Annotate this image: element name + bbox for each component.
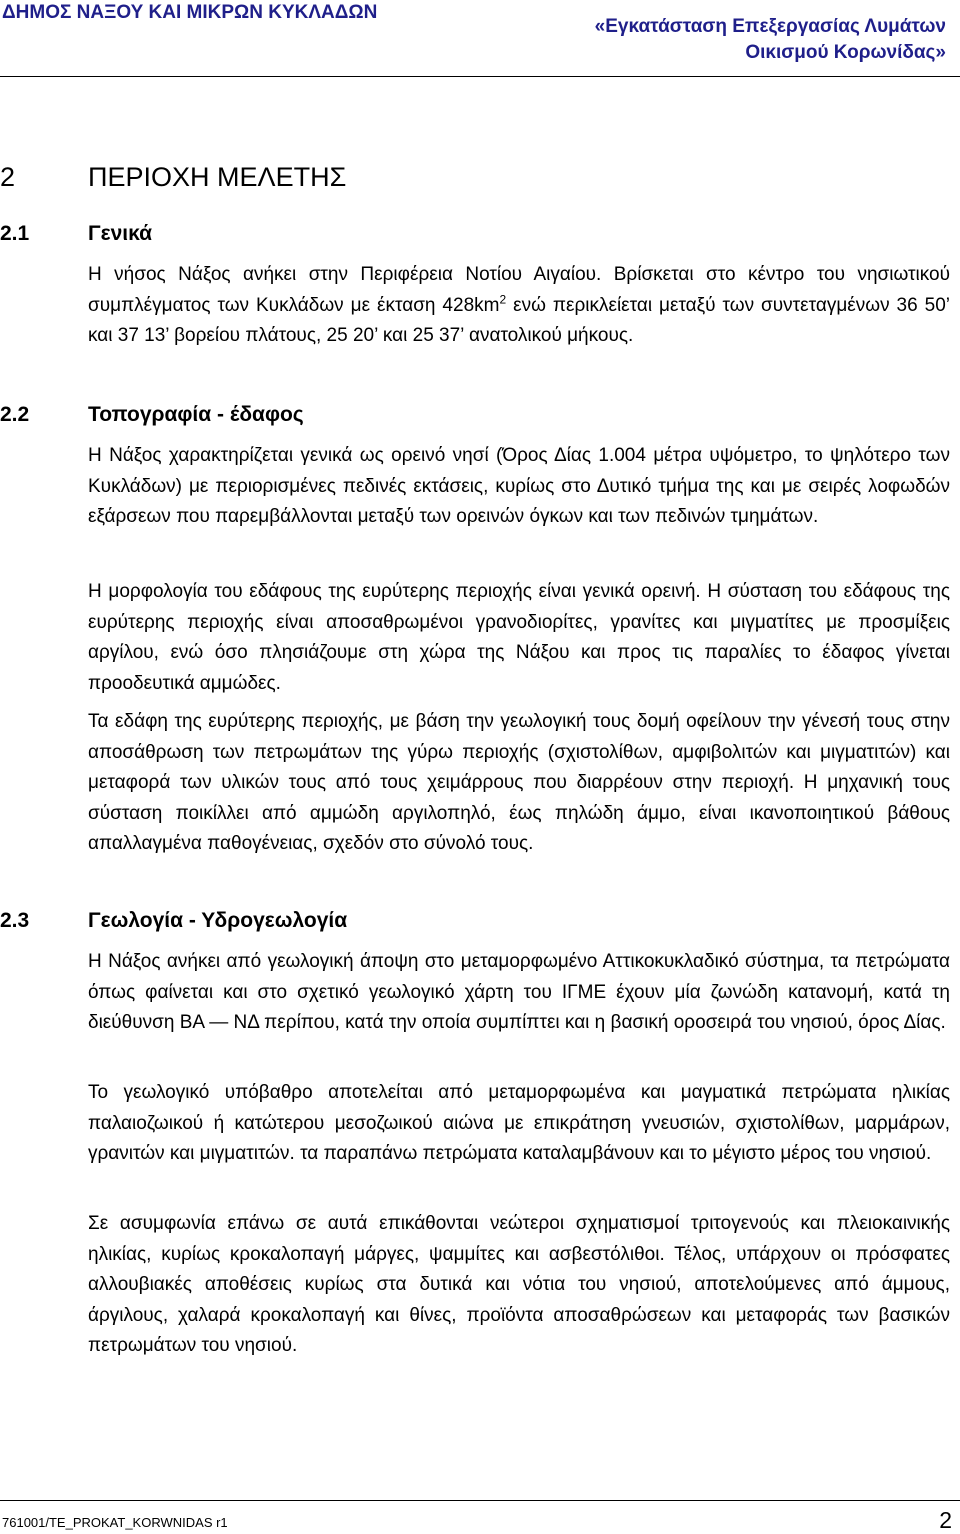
chapter-title: ΠΕΡΙΟΧΗ ΜΕΛΕΤΗΣ — [88, 162, 347, 192]
paragraph-2-2-2: Η μορφολογία του εδάφους της ευρύτερης περιοχής είναι γενικά ορεινή. Η σύσταση του εδάφους της ευρύτερης περιοχής είναι αποσαθρωμένοι γρανοδιορίτες, γρανίτες και μιγματίτες με προσμίξεις αργίλου, ενώ όσο πλησιάζουμε στη χώρα της Νάξου και προς τις παραλίες το έδαφος γίνεται προοδευτικά αμμώδες. — [88, 581, 950, 694]
project-title-line-2: Οικισμού Κορωνίδας» — [745, 42, 946, 63]
paragraph-2-2-1: Η Νάξος χαρακτηρίζεται γενικά ως ορεινό νησί (Όρος Δίας 1.004 μέτρα υψόμετρο, το ψηλότερο των Κυκλάδων) με περιορισμένες πεδινές εκτάσεις, κυρίως στο Δυτικό τμήμα της και με σειρές λοφωδών εξάρσεων που παρεμβάλλονται μεταξύ των ορεινών όγκων και των πεδινών τμημάτων. — [88, 445, 950, 527]
municipality-title: ΔΗΜΟΣ ΝΑΞΟΥ ΚΑΙ ΜΙΚΡΩΝ ΚΥΚΛΑΔΩΝ — [2, 2, 378, 23]
chapter-number: 2 — [0, 162, 16, 192]
section-number: 2.2 — [0, 403, 30, 426]
paragraph-2-3-1: Η Νάξος ανήκει από γεωλογική άποψη στο μεταμορφωμένο Αττικοκυκλαδικό σύστημα, τα πετρώματα όπως φαίνεται και στο σχετικό γεωλογικό χάρτη του ΙΓΜΕ έχουν μία ζωνώδη κατανομή, κατά τη διεύθυνση ΒΑ — ΝΔ περίπου, κατά την οποία συμπίπτει και η βασική οροσειρά του νησιού, όρος Δίας. — [88, 951, 950, 1033]
section-number: 2.3 — [0, 909, 30, 932]
page-number: 2 — [939, 1507, 952, 1533]
project-title-line-1: «Εγκατάσταση Επεξεργασίας Λυμάτων — [594, 16, 946, 37]
section-number: 2.1 — [0, 222, 30, 245]
paragraph-text-continued: ενώ περικλείεται μεταξύ των συντεταγμένων 36 50’ και 37 13’ βορείου πλάτους, 25 20’ και 25 37’ ανατολικού μήκους. — [88, 294, 950, 346]
paragraph-2-1-1 — [88, 260, 950, 352]
page-header — [0, 0, 960, 77]
section-heading-2-2 — [0, 403, 304, 427]
page-footer — [0, 1500, 960, 1534]
section-heading-2-3 — [0, 909, 347, 933]
section-title: Γεωλογία - Υδρογεωλογία — [88, 909, 348, 932]
paragraph-2-2-3: Τα εδάφη της ευρύτερης περιοχής, με βάση την γεωλογική τους δομή οφείλουν την γένεσή τους στην αποσάθρωση των πετρωμάτων της γύρω περιοχής (σχιστολίθων, αμφιβολιτών και μιγματιτών) και μεταφορά των υλικών τους από τους χειμάρρους που διαρρέουν στην περιοχή. Η μηχανική τους σύσταση ποικίλλει από αμμώδη αργιλοπηλό, έως πηλώδη άμμο, είναι ικανοποιητικού βάθους απαλλαγμένα παθογένειας, σχεδόν στο σύνολό τους. — [88, 711, 950, 854]
paragraph-2-3-3: Σε ασυμφωνία επάνω σε αυτά επικάθονται νεώτεροι σχηματισμοί τριτογενούς και πλειοκαινικής ηλικίας, κυρίως κροκαλοπαγή μάργες, ψαμμίτες και ασβεστόλιθοι. Τέλος, υπάρχουν οι πρόσφατες αλλουβιακές αποθέσεις κυρίως στα δυτικά και νότια του νησιού, αποτελούμενες από άμμους, άργιλους, χαλαρά κροκαλοπαγή και θίνες, προϊόντα αποσαθρώσεων και μεταφοράς των βασικών πετρωμάτων του νησιού. — [88, 1213, 950, 1356]
paragraph-2-3-2: Το γεωλογικό υπόβαθρο αποτελείται από μεταμορφωμένα και μαγματικά πετρώματα ηλικίας παλαιοζωικού ή κατώτερου μεσοζωικού αιώνα με επικράτηση γνευσιών, σχιστολίθων, μαρμάρων, γρανιτών και μιγματιτών. τα παραπάνω πετρώματα καταλαμβάνουν και το μέγιστο μέρος του νησιού. — [88, 1082, 950, 1164]
chapter-heading — [0, 162, 346, 193]
superscript-two: 2 — [499, 292, 507, 307]
document-code: 761001/TE_PROKAT_KORWNIDAS r1 — [2, 1515, 228, 1530]
section-title: Γενικά — [88, 222, 153, 245]
section-title: Τοπογραφία - έδαφος — [88, 403, 304, 426]
project-title — [595, 14, 946, 66]
section-heading-2-1 — [0, 222, 152, 246]
paragraph-text: Η νήσος Νάξος ανήκει στην Περιφέρεια Νοτίου Αιγαίου. Βρίσκεται στο κέντρο του νησιωτικού συμπλέγματος των Κυκλάδων με έκταση 428km — [88, 264, 950, 316]
